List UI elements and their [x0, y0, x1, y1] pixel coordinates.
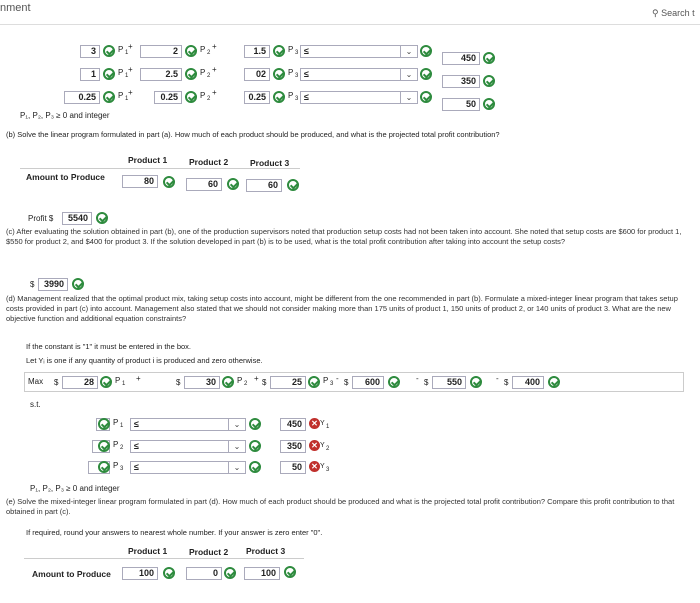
lp1-rhs[interactable]: 50 [442, 98, 480, 111]
variable-subscript: 2 [207, 73, 211, 79]
variable-label: P [113, 440, 119, 449]
partd-note2: Let Yᵢ is one if any quantity of product i is produced and zero otherwise. [26, 356, 263, 365]
dollar-sign: $ [262, 378, 267, 387]
check-icon [308, 376, 320, 388]
variable-label: P [118, 45, 124, 54]
partb-header-3: Product 3 [250, 158, 290, 168]
lp1-coef-p1[interactable]: 3 [80, 45, 100, 58]
check-icon [284, 566, 296, 578]
search-button[interactable] [652, 8, 695, 19]
check-icon [103, 68, 115, 80]
check-icon [249, 461, 261, 473]
check-icon [483, 52, 495, 64]
variable-label: P [118, 68, 124, 77]
variable-label: P [115, 376, 121, 385]
check-icon [96, 212, 108, 224]
mip-rhs[interactable]: 350 [280, 440, 306, 453]
lp1-coef-p2[interactable]: 0.25 [154, 91, 182, 104]
check-icon [227, 178, 239, 190]
variable-subscript: 1 [125, 73, 129, 79]
variable-subscript: 1 [120, 423, 124, 429]
variable-label: P [323, 376, 329, 385]
partb-header-2: Product 2 [189, 157, 229, 167]
parte-input-1[interactable]: 100 [122, 567, 158, 580]
obj-coef-p2[interactable]: 30 [184, 376, 220, 389]
check-icon [388, 376, 400, 388]
relation-select[interactable]: ≤ [300, 68, 416, 81]
y-variable-label: Y [320, 442, 325, 449]
profit-input[interactable]: 5540 [62, 212, 92, 225]
check-icon [548, 376, 560, 388]
check-icon [470, 376, 482, 388]
variable-label: P [288, 45, 294, 54]
lp1-coef-p1[interactable]: 0.25 [64, 91, 100, 104]
partd-question: (d) Management realized that the optimal product mix, taking setup costs into account, might be different from the one recommended in part (b). Formulate a mixed-integer linear program that takes setup costs provided in part (c) into account. Management also stated that we should not consider making more than 175 units of product 1, 150 units of product 2, or 140 units of product 3. What are the new objective function and additional equation constraints? [6, 294, 678, 323]
relation-select[interactable]: ≤ [130, 440, 242, 453]
minus-sign: - [496, 374, 499, 383]
variable-label: P [113, 461, 119, 470]
minus-sign: - [336, 374, 339, 383]
obj-coef-y1[interactable]: 600 [352, 376, 384, 389]
parte-input-3[interactable]: 100 [244, 567, 280, 580]
check-icon [98, 461, 110, 473]
lp1-coef-p3[interactable]: 0.25 [244, 91, 270, 104]
check-icon [224, 567, 236, 579]
check-icon [185, 91, 197, 103]
check-icon [420, 68, 432, 80]
relation-select[interactable]: ≤ [130, 461, 242, 474]
check-icon [72, 278, 84, 290]
check-icon [103, 45, 115, 57]
obj-coef-p3[interactable]: 25 [270, 376, 306, 389]
variable-subscript: 1 [125, 96, 129, 102]
parte-note: If required, round your answers to nearest whole number. If your answer is zero enter "0". [26, 528, 323, 537]
variable-label: P [200, 45, 206, 54]
partb-question: (b) Solve the linear program formulated in part (a). How much of each product should be produced, and what is the projected total profit contribution? [6, 130, 500, 139]
partc-question: (c) After evaluating the solution obtained in part (b), one of the production supervisors noted that production setup costs had not been taken into account. She noted that setup costs are $600 for product 1, $550 for product 2, and $400 for product 3. If the solution developed in part (b) is to be used, what is the total profit contribution after taking into account the setup costs? [6, 227, 682, 246]
search-icon: ⚲ [652, 8, 659, 18]
partc-input[interactable]: 3990 [38, 278, 68, 291]
plus-sign: + [128, 88, 133, 97]
check-icon [273, 45, 285, 57]
chevron-down-icon[interactable]: ⌄ [400, 45, 418, 58]
partb-input-1[interactable]: 80 [122, 175, 158, 188]
variable-subscript: 1 [125, 50, 129, 56]
parte-header-2: Product 2 [189, 547, 229, 557]
y-variable-subscript: 3 [326, 467, 330, 473]
variable-label: P [237, 376, 243, 385]
page-title-fragment: nment [0, 2, 31, 14]
relation-select[interactable]: ≤ [130, 418, 242, 431]
variable-subscript: 2 [244, 381, 248, 387]
variable-label: P [118, 91, 124, 100]
plus-sign: + [212, 42, 217, 51]
variable-subscript: 3 [330, 381, 334, 387]
obj-coef-p1[interactable]: 28 [62, 376, 98, 389]
check-icon [98, 418, 110, 430]
variable-label: P [200, 68, 206, 77]
x-icon: ✕ [309, 440, 320, 451]
check-icon [287, 179, 299, 191]
check-icon [185, 68, 197, 80]
check-icon [163, 567, 175, 579]
parte-question: (e) Solve the mixed-integer linear program formulated in part (d). How much of each product should be produced and what is the projected total profit contribution? Compare this profit contribution to that obtained in part (c). [6, 497, 675, 516]
mip-rhs[interactable]: 450 [280, 418, 306, 431]
mip-rhs[interactable]: 50 [280, 461, 306, 474]
parte-row-label: Amount to Produce [32, 569, 111, 579]
lp1-coef-p3[interactable]: 1.5 [244, 45, 270, 58]
check-icon [483, 98, 495, 110]
obj-coef-y3[interactable]: 400 [512, 376, 544, 389]
lp1-coef-p2[interactable]: 2.5 [140, 68, 182, 81]
variable-subscript: 3 [120, 466, 124, 472]
partc-dollar: $ [30, 280, 35, 289]
relation-select[interactable]: ≤ [300, 45, 416, 58]
lp1-coef-p1[interactable]: 1 [80, 68, 100, 81]
check-icon [222, 376, 234, 388]
chevron-down-icon[interactable]: ⌄ [228, 461, 246, 474]
plus-sign: + [128, 42, 133, 51]
lp1-coef-p3[interactable]: 02 [244, 68, 270, 81]
check-icon [273, 91, 285, 103]
variable-label: P [200, 91, 206, 100]
check-icon [163, 176, 175, 188]
y-variable-subscript: 2 [326, 446, 330, 452]
y-variable-label: Y [320, 420, 325, 427]
x-icon: ✕ [309, 461, 320, 472]
variable-label: P [288, 68, 294, 77]
variable-subscript: 1 [122, 381, 126, 387]
dollar-sign: $ [176, 378, 181, 387]
st-label: s.t. [30, 400, 41, 409]
check-icon [100, 376, 112, 388]
lp1-rhs[interactable]: 350 [442, 75, 480, 88]
plus-sign: + [212, 65, 217, 74]
y-variable-label: Y [320, 463, 325, 470]
dollar-sign: $ [54, 378, 59, 387]
parte-table-line [24, 558, 304, 559]
lp1-rhs[interactable]: 450 [442, 52, 480, 65]
check-icon [420, 45, 432, 57]
partb-input-3[interactable]: 60 [246, 179, 282, 192]
variable-subscript: 3 [295, 73, 299, 79]
minus-sign: - [416, 374, 419, 383]
obj-coef-y2[interactable]: 550 [432, 376, 466, 389]
parte-header-1: Product 1 [128, 546, 168, 556]
partb-header-1: Product 1 [128, 155, 168, 165]
variable-label: P [288, 91, 294, 100]
chevron-down-icon[interactable]: ⌄ [228, 440, 246, 453]
variable-subscript: 3 [295, 50, 299, 56]
partb-table-line [20, 168, 300, 169]
plus-sign: + [128, 65, 133, 74]
check-icon [103, 91, 115, 103]
check-icon [185, 45, 197, 57]
dollar-sign: $ [344, 378, 349, 387]
search-label: Search t [661, 8, 695, 18]
check-icon [249, 418, 261, 430]
check-icon [420, 91, 432, 103]
parte-header-3: Product 3 [246, 546, 286, 556]
parte-input-2[interactable]: 0 [186, 567, 222, 580]
chevron-down-icon[interactable]: ⌄ [400, 68, 418, 81]
y-variable-subscript: 1 [326, 424, 330, 430]
dollar-sign: $ [424, 378, 429, 387]
relation-select[interactable]: ≤ [300, 91, 416, 104]
check-icon [273, 68, 285, 80]
chevron-down-icon[interactable]: ⌄ [400, 91, 418, 104]
variable-subscript: 2 [207, 50, 211, 56]
header-divider [0, 24, 700, 25]
lp1-coef-p2[interactable]: 2 [140, 45, 182, 58]
variable-subscript: 2 [120, 445, 124, 451]
plus-sign: + [254, 374, 259, 383]
check-icon [483, 75, 495, 87]
max-label: Max [28, 377, 44, 386]
variable-subscript: 3 [295, 96, 299, 102]
dollar-sign: $ [504, 378, 509, 387]
partd-nonneg: P₁, P₂, P₃ ≥ 0 and integer [30, 484, 120, 493]
partd-note1: If the constant is "1" it must be entered in the box. [26, 342, 191, 351]
partb-input-2[interactable]: 60 [186, 178, 222, 191]
check-icon [98, 440, 110, 452]
x-icon: ✕ [309, 418, 320, 429]
variable-label: P [113, 418, 119, 427]
variable-subscript: 2 [207, 96, 211, 102]
plus-sign: + [136, 374, 141, 383]
check-icon [249, 440, 261, 452]
lp1-nonneg: P₁, P₂, P₃ ≥ 0 and integer [20, 111, 110, 120]
plus-sign: + [212, 88, 217, 97]
chevron-down-icon[interactable]: ⌄ [228, 418, 246, 431]
partb-row-label: Amount to Produce [26, 172, 105, 182]
profit-label: Profit $ [28, 214, 54, 223]
